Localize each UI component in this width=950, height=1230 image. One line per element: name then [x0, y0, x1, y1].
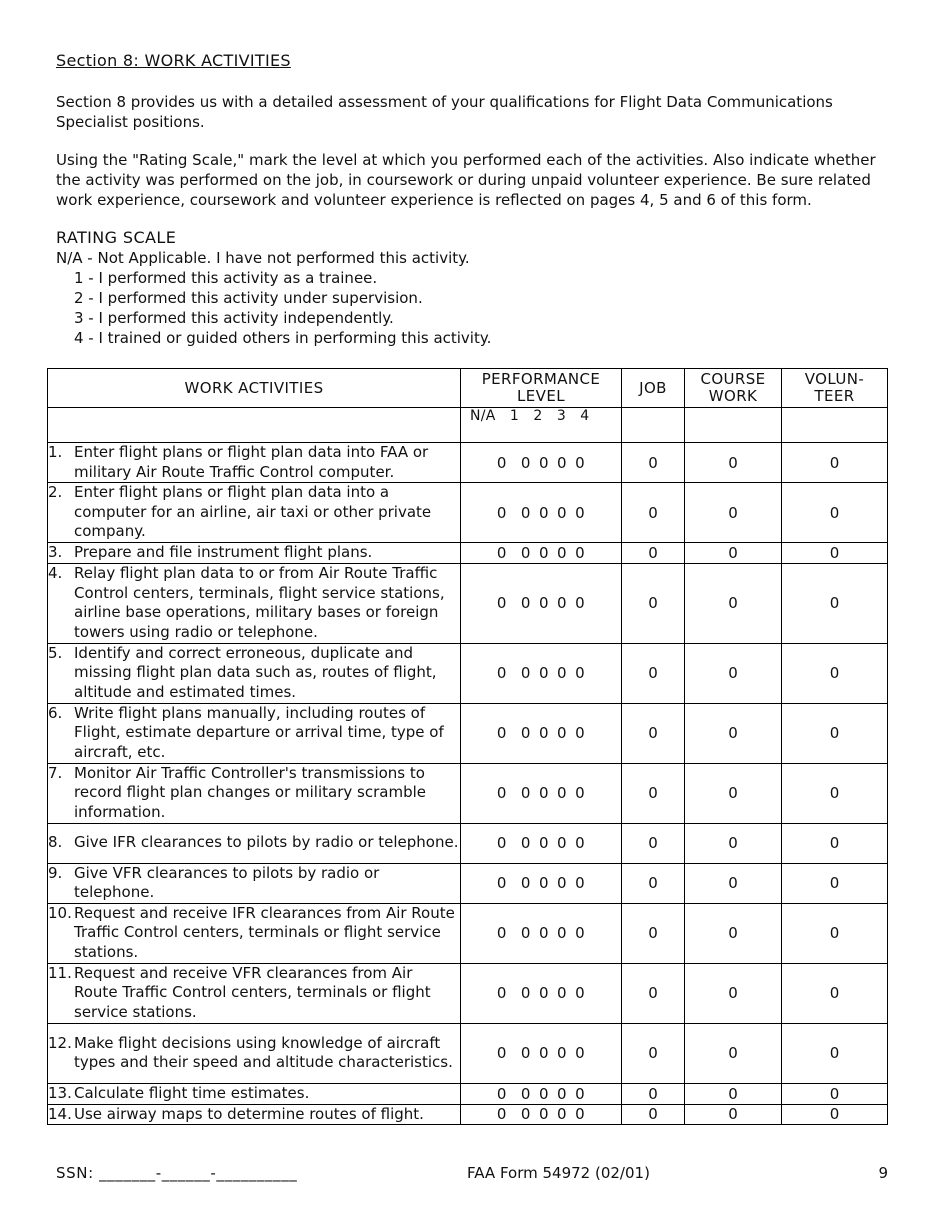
volunteer-option[interactable]: 0	[782, 1083, 888, 1104]
volunteer-option[interactable]: 0	[782, 563, 888, 643]
activity-cell	[48, 863, 461, 903]
level-1-option[interactable]: 0	[520, 594, 531, 612]
level-3-option[interactable]: 0	[557, 1044, 568, 1062]
performance-options	[461, 903, 622, 963]
activity-number: 12.	[48, 1033, 72, 1052]
activity-number: 2.	[48, 483, 63, 502]
table-row	[48, 963, 888, 1023]
job-option[interactable]: 0	[622, 643, 685, 703]
performance-options	[461, 563, 622, 643]
level-4-option[interactable]: 0	[575, 874, 586, 892]
volunteer-option[interactable]: 0	[782, 1104, 888, 1125]
activity-wrap	[48, 833, 460, 853]
performance-options	[461, 1083, 622, 1104]
header-course-line2: WORK	[708, 387, 758, 405]
level-3-option[interactable]: 0	[557, 874, 568, 892]
job-option[interactable]: 0	[622, 703, 685, 763]
level-1-option[interactable]: 0	[520, 784, 531, 802]
level-2-option[interactable]: 0	[538, 1044, 550, 1062]
volunteer-option[interactable]: 0	[782, 823, 888, 863]
coursework-option[interactable]: 0	[685, 543, 782, 564]
coursework-option[interactable]: 0	[685, 763, 782, 823]
activity-number: 11.	[48, 963, 72, 982]
performance-levels-scale: N/A 1 2 3 4	[461, 408, 622, 443]
job-option[interactable]: 0	[622, 543, 685, 564]
level-1-option[interactable]: 0	[520, 984, 531, 1002]
rating-level-4: 4 - I trained or guided others in performing this activity.	[74, 329, 492, 347]
rating-level-1: 1 - I performed this activity as a trainee.	[74, 269, 378, 287]
coursework-option[interactable]: 0	[685, 703, 782, 763]
form-page	[56, 50, 886, 368]
activity-number: 1.	[48, 443, 63, 461]
level-1-option[interactable]: 0	[520, 503, 531, 522]
level-na-option[interactable]: 0	[496, 784, 507, 802]
level-4-option[interactable]: 0	[575, 453, 586, 472]
activity-cell	[48, 543, 461, 564]
level-3-option[interactable]: 0	[557, 984, 568, 1002]
level-4-option[interactable]: 0	[575, 724, 586, 742]
page-number: 9	[878, 1164, 888, 1182]
table-row	[48, 823, 888, 863]
level-na-option[interactable]: 0	[496, 664, 507, 682]
level-na-option[interactable]: 0	[496, 453, 507, 472]
level-4-option[interactable]: 0	[575, 594, 586, 612]
coursework-option[interactable]: 0	[685, 1023, 782, 1083]
activity-wrap	[48, 964, 460, 1023]
activity-wrap	[48, 704, 460, 763]
performance-options	[461, 823, 622, 863]
volunteer-option[interactable]: 0	[782, 543, 888, 564]
table-row	[48, 703, 888, 763]
table-header-row	[48, 369, 888, 408]
job-option[interactable]: 0	[622, 823, 685, 863]
activity-wrap	[48, 1105, 460, 1125]
level-3-option[interactable]: 0	[557, 594, 568, 612]
level-1-option[interactable]: 0	[520, 724, 531, 742]
level-1-option[interactable]: 0	[520, 1084, 531, 1103]
activity-wrap	[48, 1034, 460, 1073]
performance-options	[461, 543, 622, 564]
intro-paragraph: Section 8 provides us with a detailed assessment of your qualifications for Flight Data Communications Specialist positions.	[56, 93, 833, 131]
level-3-option[interactable]: 0	[557, 503, 568, 522]
level-4-option[interactable]: 0	[575, 1084, 586, 1103]
levels-subheader-row	[48, 408, 888, 443]
volunteer-option[interactable]: 0	[782, 1023, 888, 1083]
performance-options	[461, 703, 622, 763]
level-na-option[interactable]: 0	[496, 594, 507, 612]
rating-level-2: 2 - I performed this activity under supervision.	[74, 289, 423, 307]
coursework-option[interactable]: 0	[685, 863, 782, 903]
level-na-option[interactable]: 0	[496, 984, 507, 1002]
level-4-option[interactable]: 0	[575, 543, 586, 562]
volunteer-option[interactable]: 0	[782, 903, 888, 963]
activity-text: Give IFR clearances to pilots by radio or telephone.	[74, 833, 459, 852]
level-na-option[interactable]: 0	[496, 503, 507, 522]
performance-options	[461, 1023, 622, 1083]
level-2-option[interactable]: 0	[538, 834, 550, 852]
header-performance-line2: LEVEL	[517, 387, 565, 405]
activity-text: Request and receive VFR clearances from Air Route Traffic Control centers, terminals or flight service stations.	[74, 963, 431, 1021]
performance-options	[461, 863, 622, 903]
level-4-option[interactable]: 0	[575, 1044, 586, 1062]
level-2-option[interactable]: 0	[538, 724, 550, 742]
level-3-option[interactable]: 0	[557, 1105, 568, 1124]
activity-number: 3.	[48, 543, 63, 561]
level-1-option[interactable]: 0	[520, 924, 531, 942]
work-activities-table	[47, 368, 888, 1125]
coursework-option[interactable]: 0	[685, 443, 782, 483]
level-na-option[interactable]: 0	[496, 924, 507, 942]
activity-number: 14.	[48, 1104, 72, 1123]
activity-cell	[48, 1023, 461, 1083]
level-na-option[interactable]: 0	[496, 834, 507, 852]
table-row	[48, 483, 888, 543]
level-2-option[interactable]: 0	[538, 664, 550, 682]
header-course-work	[685, 369, 782, 408]
job-option[interactable]: 0	[622, 1023, 685, 1083]
level-3-option[interactable]: 0	[557, 543, 568, 562]
level-4-option[interactable]: 0	[575, 1105, 586, 1124]
level-2-option[interactable]: 0	[538, 1105, 550, 1124]
activity-text: Identify and correct erroneous, duplicate and missing flight plan data such as, routes of flight, altitude and estimated times.	[74, 643, 437, 701]
performance-options	[461, 643, 622, 703]
level-1-option[interactable]: 0	[520, 453, 531, 472]
activity-wrap	[48, 543, 460, 563]
activity-text: Prepare and file instrument flight plans.	[74, 543, 373, 561]
level-4-option[interactable]: 0	[575, 834, 586, 852]
activity-cell	[48, 823, 461, 863]
job-option[interactable]: 0	[622, 1083, 685, 1104]
activity-text: Request and receive IFR clearances from Air Route Traffic Control centers, terminals or flight service stations.	[74, 903, 455, 961]
level-2-option[interactable]: 0	[538, 594, 550, 612]
subheader-empty	[782, 408, 888, 443]
performance-options	[461, 1104, 622, 1125]
activity-number: 4.	[48, 564, 63, 582]
volunteer-option[interactable]: 0	[782, 863, 888, 903]
activity-text: Monitor Air Traffic Controller's transmissions to record flight plan changes or military scramble information.	[74, 763, 426, 821]
header-performance-line1: PERFORMANCE	[481, 370, 601, 388]
activity-cell	[48, 703, 461, 763]
volunteer-option[interactable]: 0	[782, 963, 888, 1023]
subheader-empty	[685, 408, 782, 443]
activity-text: Use airway maps to determine routes of flight.	[74, 1104, 424, 1123]
job-option[interactable]: 0	[622, 863, 685, 903]
performance-options	[461, 483, 622, 543]
header-volunteer-line1: VOLUN-	[804, 370, 865, 388]
level-1-option[interactable]: 0	[520, 874, 531, 892]
activity-number: 5.	[48, 643, 63, 662]
activity-number: 6.	[48, 703, 63, 722]
job-option[interactable]: 0	[622, 443, 685, 483]
activity-cell	[48, 903, 461, 963]
performance-options	[461, 963, 622, 1023]
rating-level-3: 3 - I performed this activity independently.	[74, 309, 394, 327]
level-2-option[interactable]: 0	[538, 784, 550, 802]
level-4-option[interactable]: 0	[575, 503, 586, 522]
header-volunteer	[782, 369, 888, 408]
volunteer-option[interactable]: 0	[782, 643, 888, 703]
activity-wrap	[48, 864, 460, 903]
activity-cell	[48, 963, 461, 1023]
volunteer-option[interactable]: 0	[782, 483, 888, 543]
level-1-option[interactable]: 0	[520, 543, 531, 562]
level-4-option[interactable]: 0	[575, 664, 586, 682]
level-2-option[interactable]: 0	[538, 1084, 550, 1103]
coursework-option[interactable]: 0	[685, 563, 782, 643]
activity-text: Enter flight plans or flight plan data into a computer for an airline, air taxi or other private company.	[74, 483, 432, 541]
activity-number: 7.	[48, 763, 63, 782]
table-row	[48, 1023, 888, 1083]
activity-text: Write flight plans manually, including routes of Flight, estimate departure or arrival time, type of aircraft, etc.	[74, 703, 444, 761]
level-1-option[interactable]: 0	[520, 834, 531, 852]
rating-scale-title: RATING SCALE	[56, 228, 177, 247]
activity-text: Give VFR clearances to pilots by radio or telephone.	[74, 863, 380, 901]
rating-na: N/A - Not Applicable. I have not performed this activity.	[56, 249, 470, 267]
level-3-option[interactable]: 0	[557, 1084, 568, 1103]
level-na-option[interactable]: 0	[496, 1105, 507, 1124]
activity-cell	[48, 483, 461, 543]
level-4-option[interactable]: 0	[575, 784, 586, 802]
level-1-option[interactable]: 0	[520, 1044, 531, 1062]
rating-scale	[56, 228, 886, 348]
table-row	[48, 1083, 888, 1104]
level-3-option[interactable]: 0	[557, 453, 568, 472]
header-work-activities: WORK ACTIVITIES	[48, 369, 461, 408]
activity-cell	[48, 563, 461, 643]
activity-cell	[48, 763, 461, 823]
activity-text: Enter flight plans or flight plan data into FAA or military Air Route Traffic Control computer.	[74, 443, 429, 481]
performance-options	[461, 443, 622, 483]
job-option[interactable]: 0	[622, 483, 685, 543]
level-1-option[interactable]: 0	[520, 1105, 531, 1124]
header-performance-level	[461, 369, 622, 408]
level-na-option[interactable]: 0	[496, 724, 507, 742]
header-volunteer-line2: TEER	[814, 387, 855, 405]
activity-cell	[48, 643, 461, 703]
activity-wrap	[48, 644, 460, 703]
level-na-option[interactable]: 0	[496, 1044, 507, 1062]
level-na-option[interactable]: 0	[496, 874, 507, 892]
coursework-option[interactable]: 0	[685, 963, 782, 1023]
subheader-empty	[622, 408, 685, 443]
activity-text: Calculate flight time estimates.	[74, 1083, 310, 1102]
activity-number: 8.	[48, 833, 63, 852]
activity-wrap	[48, 564, 460, 642]
coursework-option[interactable]: 0	[685, 823, 782, 863]
level-4-option[interactable]: 0	[575, 924, 586, 942]
job-option[interactable]: 0	[622, 963, 685, 1023]
activity-wrap	[48, 443, 460, 482]
table-row	[48, 563, 888, 643]
level-2-option[interactable]: 0	[538, 924, 550, 942]
activity-number: 13.	[48, 1083, 72, 1102]
level-2-option[interactable]: 0	[538, 874, 550, 892]
level-2-option[interactable]: 0	[538, 503, 550, 522]
level-1-option[interactable]: 0	[520, 664, 531, 682]
level-2-option[interactable]: 0	[538, 453, 550, 472]
level-3-option[interactable]: 0	[557, 924, 568, 942]
job-option[interactable]: 0	[622, 903, 685, 963]
table-row	[48, 643, 888, 703]
form-number: FAA Form 54972 (02/01)	[467, 1164, 650, 1182]
coursework-option[interactable]: 0	[685, 1104, 782, 1125]
header-course-line1: COURSE	[700, 370, 766, 388]
instructions-paragraph: Using the "Rating Scale," mark the level at which you performed each of the activities. Also indicate whether the activity was performed on the job, in coursework or during unpaid volunteer experience. Be sure related work experience, coursework and volunteer experience is reflected on pages 4, 5 and 6 of this form.	[56, 151, 876, 209]
level-2-option[interactable]: 0	[538, 984, 550, 1002]
activity-text: Make flight decisions using knowledge of aircraft types and their speed and altitude characteristics.	[74, 1033, 453, 1071]
job-option[interactable]: 0	[622, 1104, 685, 1125]
level-3-option[interactable]: 0	[557, 724, 568, 742]
header-job: JOB	[622, 369, 685, 408]
activity-text: Relay flight plan data to or from Air Route Traffic Control centers, terminals, flight service stations, airline base operations, military bases or foreign towers using radio or telephone.	[74, 564, 445, 641]
activity-number: 10.	[48, 903, 72, 922]
table-row	[48, 543, 888, 564]
volunteer-option[interactable]: 0	[782, 443, 888, 483]
level-3-option[interactable]: 0	[557, 784, 568, 802]
level-na-option[interactable]: 0	[496, 543, 507, 562]
volunteer-option[interactable]: 0	[782, 703, 888, 763]
level-3-option[interactable]: 0	[557, 664, 568, 682]
table-row	[48, 903, 888, 963]
volunteer-option[interactable]: 0	[782, 763, 888, 823]
job-option[interactable]: 0	[622, 563, 685, 643]
activity-wrap	[48, 483, 460, 542]
subheader-empty	[48, 408, 461, 443]
level-2-option[interactable]: 0	[538, 543, 550, 562]
activity-wrap	[48, 904, 460, 963]
activity-cell	[48, 443, 461, 483]
coursework-option[interactable]: 0	[685, 643, 782, 703]
level-na-option[interactable]: 0	[496, 1084, 507, 1103]
table-row	[48, 763, 888, 823]
performance-options	[461, 763, 622, 823]
level-4-option[interactable]: 0	[575, 984, 586, 1002]
table-row	[48, 1104, 888, 1125]
coursework-option[interactable]: 0	[685, 903, 782, 963]
activity-number: 9.	[48, 863, 63, 882]
activity-cell	[48, 1104, 461, 1125]
activity-cell	[48, 1083, 461, 1104]
table-row	[48, 443, 888, 483]
activity-wrap	[48, 1084, 460, 1104]
ssn-field[interactable]: SSN: _______-______-__________	[56, 1164, 298, 1182]
level-3-option[interactable]: 0	[557, 834, 568, 852]
job-option[interactable]: 0	[622, 763, 685, 823]
section-title: Section 8: WORK ACTIVITIES	[56, 51, 291, 70]
coursework-option[interactable]: 0	[685, 483, 782, 543]
activity-wrap	[48, 764, 460, 823]
table-row	[48, 863, 888, 903]
coursework-option[interactable]: 0	[685, 1083, 782, 1104]
